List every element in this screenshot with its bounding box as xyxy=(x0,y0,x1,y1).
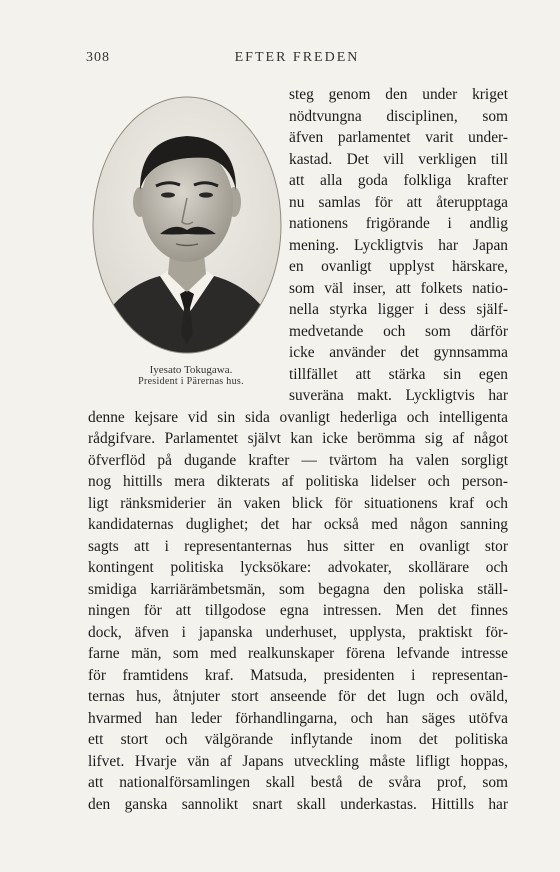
text-line: nödtvungna disciplinen, som xyxy=(289,107,508,125)
text-line: kandidaternas duglighet; det har också med någon sanning xyxy=(88,516,508,533)
text-line: farne män, som med realkunskaper förena lefvande intresse xyxy=(88,645,508,662)
figure-caption xyxy=(116,364,266,388)
text-line: smidiga karriärämbetsmän, som begagna den poliska ställ- xyxy=(88,580,508,598)
text-line: sagts att i representanternas hus sitter en ovanligt stor xyxy=(88,537,508,555)
text-line: nella styrka ligger i dess själf- xyxy=(289,301,508,318)
text-line: kontingent politiska lycksökare: advokater, skollärare och xyxy=(88,559,508,576)
text-line: ligt ränksmiderier än vaken blick för situationens kraf och xyxy=(88,494,508,512)
text-line: den ganska sannolikt snart skall underkastas. Hittills har xyxy=(88,795,508,813)
page-number: 308 xyxy=(86,50,110,65)
text-line: en ovanligt upplyst härskare, xyxy=(289,258,508,275)
portrait-photo xyxy=(90,94,284,356)
text-line: öfverflöd på dugande krafter — tvärtom ha valen sorgligt xyxy=(88,451,508,469)
running-title: EFTER FREDEN xyxy=(234,50,360,65)
text-line: rådgifvare. Parlamentet självt kan icke berömma sig af något xyxy=(88,430,508,447)
text-line: nu samlas för att återupptaga xyxy=(289,193,508,211)
text-line: som väl inser, att folkets natio- xyxy=(289,279,508,297)
text-line: denne kejsare vid sin sida ovanligt hederliga och intelligenta xyxy=(88,408,508,426)
text-line: att nationalförsamlingen skall bestå de svåra prof, som xyxy=(88,774,508,791)
text-line: nationens frigörande i andlig xyxy=(289,215,508,232)
text-line: ningen för att tillgodose egna intressen. Men det finnes xyxy=(88,602,508,619)
text-line: mening. Lyckligtvis har Japan xyxy=(289,236,508,254)
text-line: nog hittills mera dikterats af politiska lidelser och person- xyxy=(88,473,508,490)
text-line: kastad. Det vill verkligen till xyxy=(289,150,508,168)
caption-role: President i Pärernas hus. xyxy=(138,376,244,387)
text-line: steg genom den under kriget xyxy=(289,86,508,103)
text-line: icke använder det gynnsamma xyxy=(289,344,508,361)
text-line: dock, äfven i japanska underhuset, upplysta, praktiskt för- xyxy=(88,623,508,641)
text-line: äfven parlamentet varit under- xyxy=(289,129,508,146)
text-line: ett stort och välgörande inflytande inom det politiska xyxy=(88,731,508,748)
text-line: medvetande och som därför xyxy=(289,322,508,340)
text-line: tillfället att stärka sin egen xyxy=(289,365,508,383)
text-line: för framtidens kraf. Matsuda, presidenten i representan- xyxy=(88,666,508,684)
caption-name: Iyesato Tokugawa. xyxy=(149,364,233,376)
page-header xyxy=(86,50,508,72)
text-line: lifvet. Hvarje vän af Japans utveckling måste lifligt hoppas, xyxy=(88,752,508,770)
text-line: suveräna makt. Lyckligtvis har xyxy=(289,387,508,404)
text-line: att alla goda folkliga krafter xyxy=(289,172,508,189)
text-line: hvarmed han leder förhandlingarna, och han säges utöfva xyxy=(88,709,508,727)
text-line: ternas hus, åtnjuter stort anseende för det lugn och oväld, xyxy=(88,688,508,705)
